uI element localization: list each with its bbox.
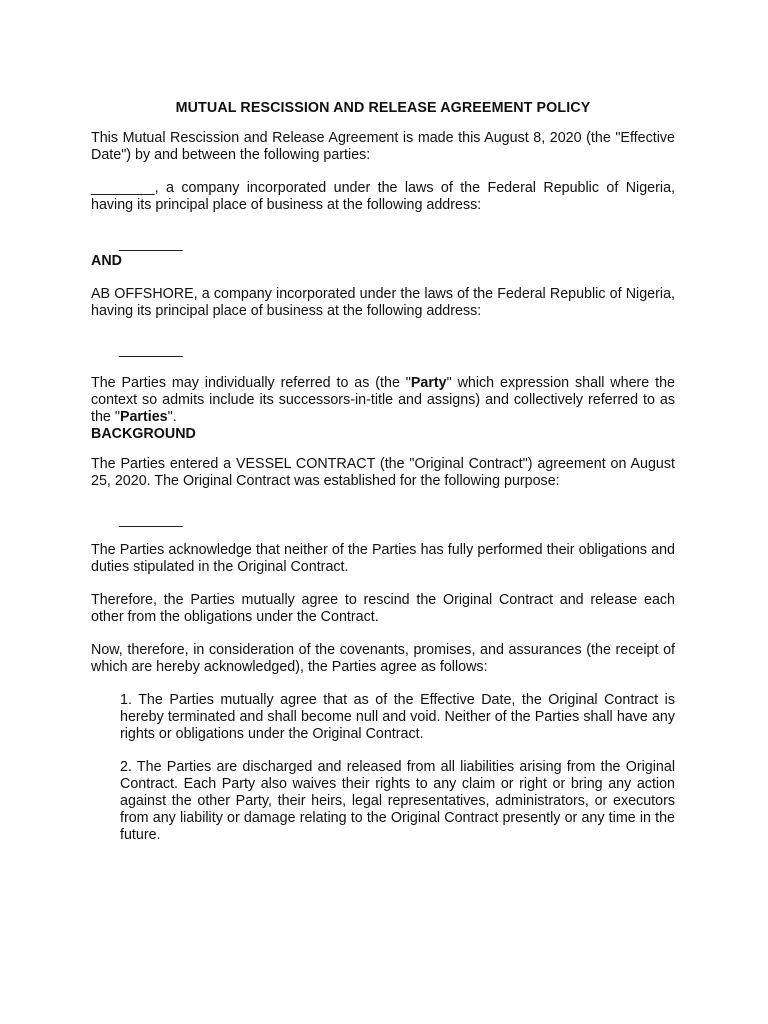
parties-term: Parties [119,409,168,425]
acknowledge-paragraph: The Parties acknowledge that neither of the Parties has fully performed their obligations and duties stipulated in the Original Contract. [91,542,675,575]
party-term: Party [410,375,447,391]
parties-def-text-3: ". [167,409,177,425]
purpose-blank: ________ [119,512,183,528]
party2-address-blank: ________ [119,342,183,358]
therefore-paragraph: Therefore, the Parties mutually agree to rescind the Original Contract and release each other from the obligations under the Contract. [91,592,675,625]
now-therefore-paragraph: Now, therefore, in consideration of the covenants, promises, and assurances (the receipt of which are hereby acknowledged), the Parties agree as follows: [91,642,675,675]
document-title: MUTUAL RESCISSION AND RELEASE AGREEMENT POLICY [175,100,591,116]
party1-paragraph: ________, a company incorporated under the laws of the Federal Republic of Nigeria, having its principal place of business at the following address: [91,180,675,213]
intro-paragraph: This Mutual Rescission and Release Agreement is made this August 8, 2020 (the "Effective Date") by and between the following parties: [91,130,675,163]
and-label: AND [91,253,122,269]
background-heading: BACKGROUND [91,426,196,442]
clause-2: 2. The Parties are discharged and released from all liabilities arising from the Original Contract. Each Party also waives their rights to any claim or right or bring any action against the other Party, their heirs, legal representatives, administrators, or executors from any liability or damage relating to the Original Contract presently or any time in the future. [120,759,675,843]
background-paragraph: The Parties entered a VESSEL CONTRACT (the "Original Contract") agreement on August 25, 2020. The Original Contract was established for the following purpose: [91,456,675,489]
parties-definition-paragraph [91,375,675,426]
parties-def-text-1: The Parties may individually referred to as (the " [91,375,411,391]
clause-1: 1. The Parties mutually agree that as of the Effective Date, the Original Contract is hereby terminated and shall become null and void. Neither of the Parties shall have any rights or obligations under the Original Contract. [120,692,675,742]
document-page [91,100,675,844]
parties-def-text-2: " which expression shall where the context so admits include its successors-in-title and assigns) and collectively referred to as the " [91,375,675,425]
party1-address-blank: ________ [119,236,183,252]
party2-paragraph: AB OFFSHORE, a company incorporated under the laws of the Federal Republic of Nigeria, having its principal place of business at the following address: [91,286,675,319]
